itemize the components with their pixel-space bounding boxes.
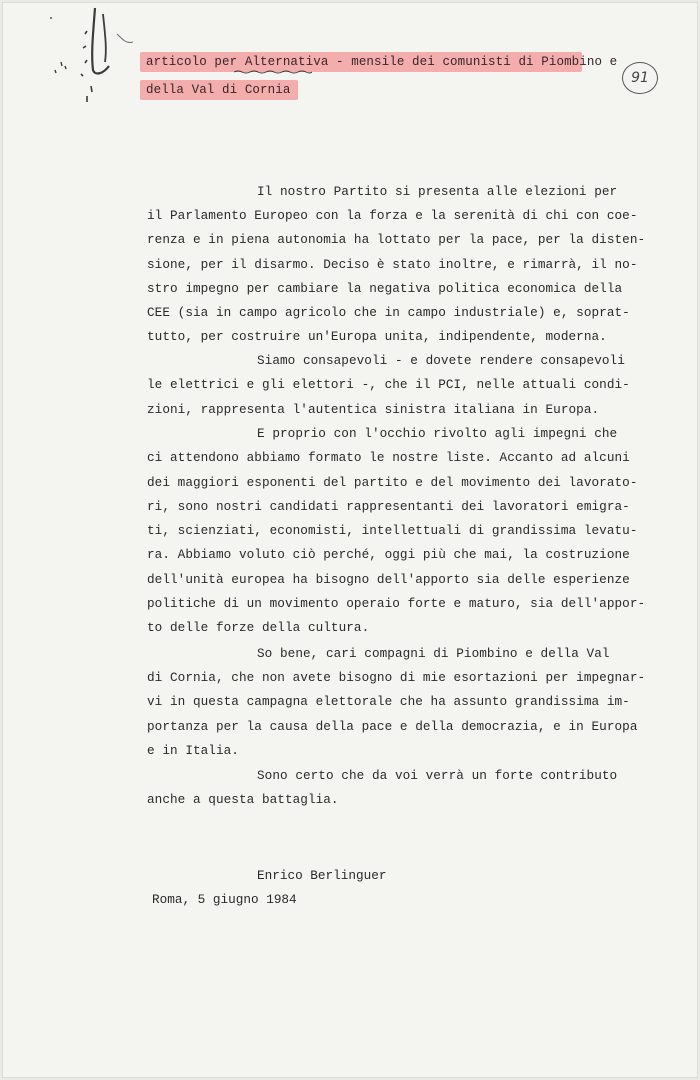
archive-number-stamp: 91	[622, 62, 658, 94]
header-line-1: articolo per Alternativa - mensile dei comunisti di Piombino e	[146, 55, 618, 69]
body-line: stro impegno per cambiare la negativa politica economica della	[147, 281, 623, 296]
document-page	[2, 2, 698, 1078]
body-line: ci attendono abbiamo formato le nostre liste. Accanto ad alcuni	[147, 450, 630, 465]
body-line: vi in questa campagna elettorale che ha assunto grandissima im-	[147, 694, 630, 709]
body-line: ri, sono nostri candidati rappresentanti dei lavoratori emigra-	[147, 499, 630, 514]
header-line-2: della Val di Cornia	[146, 83, 291, 97]
signature-name: Enrico Berlinguer	[257, 868, 387, 883]
letter-body	[2, 2, 698, 1078]
body-line: anche a questa battaglia.	[147, 792, 339, 807]
body-line: So bene, cari compagni di Piombino e della Val	[257, 646, 610, 661]
body-line: ra. Abbiamo voluto ciò perché, oggi più che mai, la costruzione	[147, 547, 630, 562]
body-line: ti, scienziati, economisti, intellettuali di grandissima levatu-	[147, 523, 638, 538]
body-line: portanza per la causa della pace e della democrazia, e in Europa	[147, 719, 638, 734]
body-line: di Cornia, che non avete bisogno di mie esortazioni per impegnar-	[147, 670, 646, 685]
body-line: il Parlamento Europeo con la forza e la serenità di chi con coe-	[147, 208, 638, 223]
body-line: Siamo consapevoli - e dovete rendere consapevoli	[257, 353, 625, 368]
body-line: Il nostro Partito si presenta alle elezioni per	[257, 184, 618, 199]
body-line: renza e in piena autonomia ha lottato per la pace, per la disten-	[147, 232, 646, 247]
body-line: Sono certo che da voi verrà un forte contributo	[257, 768, 618, 783]
signature-place-date: Roma, 5 giugno 1984	[152, 892, 297, 907]
body-line: zioni, rappresenta l'autentica sinistra italiana in Europa.	[147, 402, 600, 417]
body-line: to delle forze della cultura.	[147, 620, 370, 635]
body-line: tutto, per costruire un'Europa unita, indipendente, moderna.	[147, 329, 607, 344]
body-line: sione, per il disarmo. Deciso è stato inoltre, e rimarrà, il no-	[147, 257, 638, 272]
body-line: CEE (sia in campo agricolo che in campo industriale) e, soprat-	[147, 305, 630, 320]
body-line: e in Italia.	[147, 743, 239, 758]
body-line: le elettrici e gli elettori -, che il PCI, nelle attuali condi-	[147, 377, 630, 392]
body-line: politiche di un movimento operaio forte e maturo, sia dell'appor-	[147, 596, 646, 611]
body-line: dei maggiori esponenti del partito e del movimento dei lavorato-	[147, 475, 638, 490]
body-line: dell'unità europea ha bisogno dell'apporto sia delle esperienze	[147, 572, 630, 587]
body-line: E proprio con l'occhio rivolto agli impegni che	[257, 426, 618, 441]
